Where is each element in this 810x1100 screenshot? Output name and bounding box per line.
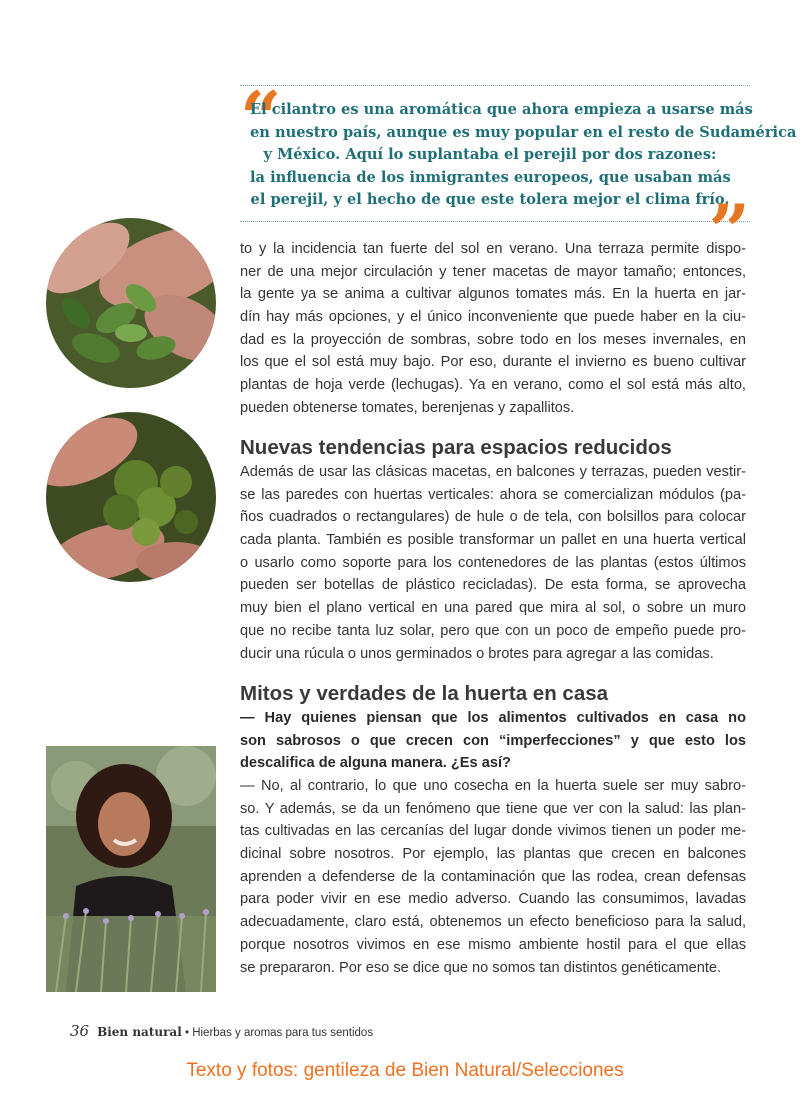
text-line: la gente ya se anima a cultivar algunos tomates más. En la huerta en jar- — [240, 286, 746, 303]
text-line: adecuadamente, claro está, obtenemos un efecto beneficioso para la salud, — [240, 914, 746, 931]
paragraph-tendencias — [240, 461, 746, 665]
text-line: dad es la proyección de sombras, sobre todo en los meses invernales, en — [240, 331, 746, 348]
text-line: ducir una rúcula o unos germinados o brotes para agregar a las comidas. — [240, 645, 714, 662]
question-line: — Hay quienes piensan que los alimentos cultivados en casa no — [240, 710, 746, 726]
text-line: — No, al contrario, lo que uno cosecha en la huerta suele ser muy sabro- — [240, 778, 746, 794]
text-line: se las paredes con huertas verticales: ahora se comercializan módulos (pa- — [240, 486, 746, 503]
text-line: dicinal sobre nosotros. Por ejemplo, las plantas que crecen en balcones — [240, 846, 746, 863]
quote-line: el perejil, y el hecho de que este tolera mejor el clima frío. — [250, 191, 730, 208]
text-line: ños cuadrados o rectangulares) de hule o de tela, con bolsillos para colocar — [240, 509, 746, 526]
footer-tagline: Hierbas y aromas para tus sentidos — [192, 1027, 374, 1039]
text-line: los que el sol está muy bajo. Por eso, durante el invierno es bueno cultivar — [240, 354, 746, 371]
photo-hands-parsley — [46, 412, 216, 582]
text-line: cada planta. También es posible transformar un pallet en una huerta vertical — [240, 532, 746, 549]
text-line: aprenden a defenderse de la contaminación que las rodea, crean defensas — [240, 868, 746, 885]
text-line: ner de una mejor circulación y tener macetas de mayor tamaño; entonces, — [240, 263, 746, 280]
text-line: se prepararon. Por eso se dice que no somos tan distintos genéticamente. — [240, 959, 722, 976]
question-line: descalifica de alguna manera. ¿Es así? — [240, 755, 511, 772]
text-line: to y la incidencia tan fuerte del sol en verano. Una terraza permite dispo- — [240, 241, 746, 257]
page-footer — [70, 1022, 373, 1040]
interview-answer — [240, 775, 746, 979]
text-line: que no recibe tanta luz solar, pero que con un poco de empeño puede pro- — [240, 622, 746, 639]
quote-line: la influencia de los inmigrantes europeos, que usaban más — [250, 168, 731, 186]
quote-line: y México. Aquí lo suplantaba el perejil por dos razones: — [263, 146, 717, 163]
footer-separator: • — [181, 1027, 193, 1039]
text-line: so. Y además, se da un fenómeno que tiene que ver con la salud: las plan- — [240, 800, 746, 817]
close-quote-mark: ” — [708, 188, 750, 273]
text-line: muy bien el plano vertical en una pared que mira al sol, o sobre un muro — [240, 600, 746, 617]
text-line: tas cultivadas en las cercanías del lugar donde vivimos tienen un poder me- — [240, 823, 746, 840]
publication-brand: Bien natural — [97, 1025, 182, 1039]
paragraph-intro — [240, 238, 746, 420]
page-number: 36 — [70, 1022, 90, 1040]
photo-hands-oregano — [46, 218, 216, 388]
text-line: o usarlo como soporte para los contenedores de las plantas (estos últimos — [240, 554, 746, 571]
text-line: porque nosotros vivimos en ese mismo ambiente hostil para el que ellas — [240, 936, 746, 953]
quote-line: en nuestro país, aunque es muy popular en el resto de Sudamérica — [250, 123, 797, 141]
open-quote-mark: “ — [240, 75, 282, 160]
section-heading-nuevas-tendencias: Nuevas tendencias para espacios reducidos — [240, 436, 672, 459]
pull-quote-text — [250, 99, 797, 212]
text-line: dín hay más opciones, y el único inconveniente que puede haber en la ciu- — [240, 309, 746, 326]
interview-question — [240, 707, 746, 775]
photo-woman-garden — [46, 746, 216, 992]
section-heading-mitos-verdades: Mitos y verdades de la huerta en casa — [240, 682, 609, 705]
question-line: son sabrosos o que crecen con “imperfecciones” y que esto los — [240, 732, 746, 749]
photo-credit: Texto y fotos: gentileza de Bien Natural/Selecciones — [186, 1060, 624, 1081]
text-line: Además de usar las clásicas macetas, en balcones y terrazas, pueden vestir- — [240, 464, 746, 480]
text-line: pueden ser botellas de plástico recicladas). De esta forma, se aprovecha — [240, 577, 746, 594]
quote-line: El cilantro es una aromática que ahora empieza a usarse más — [250, 101, 753, 118]
text-line: pueden obtenerse tomates, berenjenas y zapallitos. — [240, 399, 575, 416]
text-line: plantas de hoja verde (lechugas). Ya en verano, como el sol está más alto, — [240, 377, 746, 394]
text-line: para poder vivir en ese medio adverso. Cuando las consumimos, lavadas — [240, 891, 746, 908]
